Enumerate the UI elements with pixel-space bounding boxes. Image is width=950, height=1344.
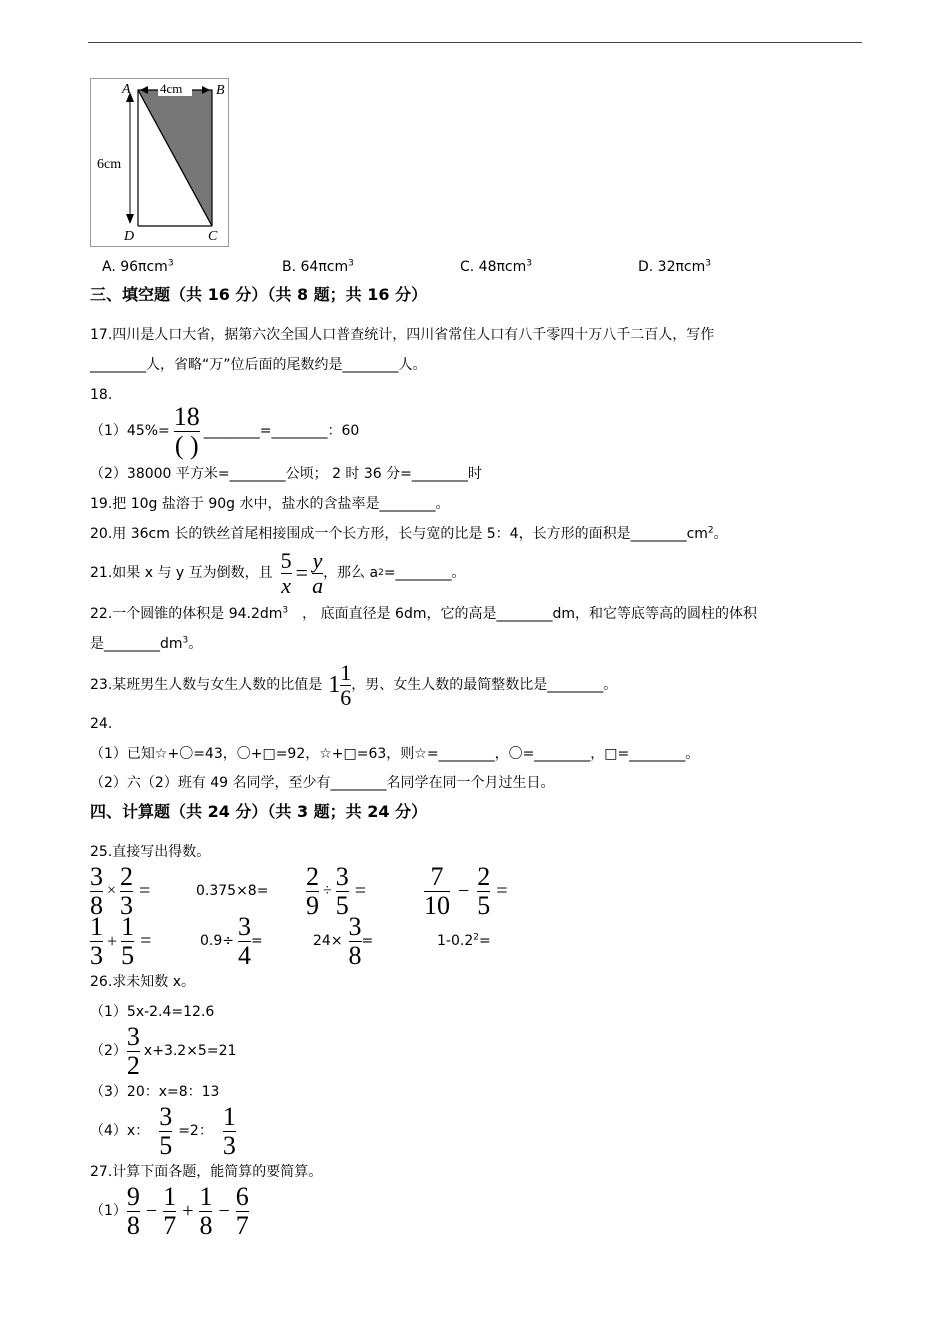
option-c[interactable]: C. 48πcm$^3$ (460, 258, 532, 275)
q26-part1: （1）5x-2.4=12.6 (90, 1004, 215, 1020)
q18-part2: （2）38000 平方米=________公顷； 2 时 36 分=________时 (90, 466, 482, 482)
q17-line1: 17.四川是人口大省，据第六次全国人口普查统计，四川省常住人口有八千零四十万八千二百人，写作 (90, 327, 715, 343)
q21-frac-2: $\frac{y}{a}$ (312, 547, 324, 598)
q22-line1: 22.一个圆锥的体积是 $94.2dm^3$ ， 底面直径是 6dm，它的高是________dm，和它等底等高的圆柱的体积 (90, 605, 758, 622)
section-3-title: 三、填空题（共 16 分）（共 8 题；共 16 分） (90, 285, 428, 304)
q25-r2-a: $\frac{1}{3}$ + $\frac{1}{5}$ = (90, 911, 152, 970)
q18-part1: （1）45%= $\frac{18}{( )}$ ________=________：60 (90, 401, 360, 460)
vertex-a: A (122, 82, 131, 97)
q18-number: 18. (90, 387, 113, 403)
q20: 20.用 36cm 长的铁丝首尾相接围成一个长方形，长与宽的比是 5：4，长方形的面积是$\_\_\_\_\_\_\_\_cm^2$。 (90, 525, 728, 542)
q21-frac-1: $\frac{5}{x}$ (280, 547, 292, 598)
q25-title: 25.直接写出得数。 (90, 844, 211, 860)
q26-part4: （4）x： $\frac{3}{5}$ =2： $\frac{1}{3}$ (90, 1101, 236, 1160)
rectangle-triangle-figure (90, 78, 230, 248)
header-rule (88, 42, 862, 43)
q19: 19.把 10g 盐溶于 90g 水中，盐水的含盐率是________。 (90, 496, 450, 512)
q27-part1: （1） $\frac{9}{8}$ − $\frac{1}{7}$ + $\frac{1}{8}$ − $\frac{6}{7}$ (90, 1181, 249, 1240)
q24-part1: （1）已知☆+〇=43，〇+□=92，☆+□=63，则☆=________，〇=________，□=________。 (90, 746, 700, 762)
q24-number: 24. (90, 716, 113, 732)
q22-line2: 是$\_\_\_\_\_\_\_\_dm^3$。 (90, 635, 203, 652)
q27-title: 27.计算下面各题，能简算的要简算。 (90, 1164, 323, 1180)
q25-r2-d: $1-0.2^2=$ (437, 932, 491, 949)
q26-part2: （2） $\frac{3}{2}$ x+3.2×5=21 (90, 1021, 237, 1080)
height-label: 6cm (97, 157, 122, 172)
vertex-c: C (208, 229, 218, 244)
q25-r1-c: $\frac{2}{9}$ ÷ $\frac{3}{5}$ = (306, 861, 367, 920)
q26-title: 26.求未知数 x。 (90, 974, 195, 990)
option-b[interactable]: B. 64πcm$^3$ (282, 258, 354, 275)
q26-part3: （3）20：x=8：13 (90, 1084, 220, 1100)
q21: 21.如果 x 与 y 互为倒数，且 $\frac{5}{x}$ = $\frac{y}{a}$ ，那么 a 2 =________。 (90, 547, 466, 598)
q24-part2: （2）六（2）班有 49 名同学，至少有________名同学在同一个月过生日。 (90, 775, 555, 791)
q23: 23.某班男生人数与女生人数的比值是 1 $\frac{1}{6}$ ，男、女生人数的最简整数比是________。 (90, 659, 618, 710)
vertex-b: B (216, 83, 225, 98)
width-label: 4cm (160, 81, 183, 96)
q23-mixed-fraction: $\frac{1}{6}$ (340, 659, 352, 710)
option-a[interactable]: A. 96πcm$^3$ (102, 258, 174, 275)
option-d[interactable]: D. 32πcm$^3$ (638, 258, 711, 275)
section-4-title: 四、计算题（共 24 分）（共 3 题；共 24 分） (90, 802, 428, 821)
q17-line2: ________人，省略“万”位后面的尾数约是________人。 (90, 357, 427, 373)
q25-r2-b: 0.9÷ $\frac{3}{4}$ = (200, 911, 263, 970)
vertex-d: D (124, 229, 135, 244)
q18-fraction: $\frac{18}{( )}$ (173, 401, 200, 460)
q25-r2-c: 24× $\frac{3}{8}$ = (313, 911, 374, 970)
q25-r1-a: $\frac{3}{8}$ × $\frac{2}{3}$ = (90, 861, 151, 920)
q25-r1-d: $\frac{7}{10}$ − $\frac{2}{5}$ = (424, 861, 508, 920)
q25-r1-b: 0.375×8= (196, 883, 269, 899)
